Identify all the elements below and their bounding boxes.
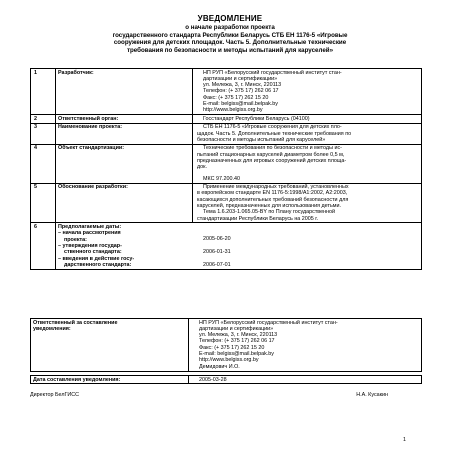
- page-number: 1: [403, 437, 406, 443]
- table-row: [31, 183, 422, 223]
- compiled-table: [30, 375, 422, 384]
- responsible-label: Ответственный за составление уведомления:: [31, 319, 189, 372]
- row-number: 2: [31, 115, 56, 123]
- compiled-label: Дата составления уведомления:: [31, 376, 189, 384]
- row-label: Объект стандартизации:: [56, 144, 193, 183]
- date-item: – введения в действие госу- дарственного стандарта: 2006-07-01: [58, 255, 231, 268]
- row-value: НП РУП «Белорусский государственный институт стан- дартизации и сертификации» ул. Мележа, 3, г. Минск, 220113 Телефон: (+ 375 17) 262 06 17 Факс: (+ 375 17) 262 15 20 E-mail: belgiss@mail.belpak.by http://www.belgiss.org.by: [193, 69, 422, 115]
- row-number: 6: [31, 223, 56, 269]
- row-number: 5: [31, 183, 56, 223]
- table-row: [31, 319, 422, 372]
- director-name: Н.А. Кусакин: [356, 392, 388, 398]
- row-number: 1: [31, 69, 56, 115]
- row-label: Ответственный орган:: [56, 115, 193, 123]
- subtitle-line: сооружения для детских площадок. Часть 5. Дополнительные технические: [113, 39, 347, 47]
- table-row: [31, 144, 422, 183]
- date-value: 2006-07-01: [203, 261, 231, 268]
- table-row: [31, 376, 422, 384]
- date-value: 2005-06-20: [203, 236, 231, 243]
- compiled-value: 2005-03-28: [189, 376, 422, 384]
- director-title: Директор БелГИСС: [30, 392, 80, 398]
- row-value: Технические требования по безопасности и методы ис- пытаний стационарных каруселей диаметром более 0,5 м, предназначенных для игровых сооружений детских площа- док. МКС 97.200.40: [193, 144, 422, 183]
- table-row: [31, 115, 422, 123]
- dates-cell: [56, 223, 422, 269]
- table-row: [31, 123, 422, 144]
- subtitle-line: о начале разработки проекта: [185, 24, 275, 31]
- main-table: [30, 68, 422, 270]
- date-value: 2006-01-31: [203, 248, 231, 255]
- date-item: – утверждения государ- ственного стандарта: 2006-01-31: [58, 242, 231, 256]
- responsible-table: [30, 318, 422, 372]
- subtitle-line: требования по безопасности и методы испытаний для каруселей»: [126, 46, 334, 54]
- table-row: [31, 69, 422, 115]
- row-number: 3: [31, 123, 56, 144]
- row-value: Применение международных требований, установленных в европейском стандарте EN 1176-5:1998/A1:2002, A2:2003, касающихся дополнительных требований безопасности для каруселей, предназначенных для использования детьми. Тема 1.6.203-1.065.05-BY по Плану государственной стандартизации Республики Беларусь на 2005 г.: [193, 183, 422, 223]
- dates-label: Предполагаемые даты:: [58, 224, 122, 231]
- subtitle-line: государственного стандарта Республики Беларусь СТБ ЕН 1176-5 «Игровые: [112, 31, 348, 39]
- row-label: Разработчик:: [56, 69, 193, 115]
- row-value: Госстандарт Республики Беларусь (04100): [193, 115, 422, 123]
- row-value: СТБ ЕН 1176-5 «Игровые сооружения для детских пло- щадок. Часть 5. Дополнительные технические требования по безопасности и методы испытаний для каруселей»: [193, 123, 422, 144]
- row-label: Наименование проекта:: [56, 123, 193, 144]
- row-number: 4: [31, 144, 56, 183]
- responsible-value: НП РУП «Белорусский государственный институт стан- дартизации и сертификации» ул. Мележа, 3, г. Минск, 220113 Телефон: (+ 375 17) 262 06 17 Факс: (+ 375 17) 262 15 20 E-mail: belgiss@mail.belpak.by http://www.belgiss.org.by Демидович И.О.: [189, 319, 422, 372]
- table-row: [31, 223, 422, 269]
- document-title: УВЕДОМЛЕНИЕ: [197, 14, 263, 23]
- date-item: – начала рассмотрения проекта: 2005-06-20: [58, 230, 231, 243]
- row-label: Обоснование разработки:: [56, 183, 193, 223]
- document-header: [40, 14, 420, 54]
